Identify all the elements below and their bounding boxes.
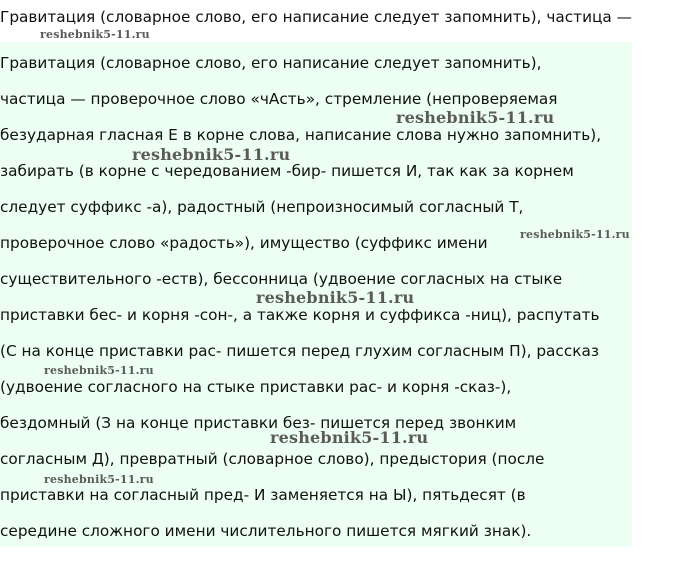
watermark: reshebnik5-11.ru bbox=[270, 428, 429, 447]
answer-line: частица — проверочное слово «чАсть», стремление (непроверяемая bbox=[0, 90, 558, 108]
answer-line: проверочное слово «радость»), имущество (суффикс имени bbox=[0, 234, 488, 252]
watermark: reshebnik5-11.ru bbox=[40, 28, 150, 41]
watermark: reshebnik5-11.ru bbox=[132, 145, 291, 164]
answer-line: приставки на согласный пред- И заменяется на Ы), пятьдесят (в bbox=[0, 486, 526, 504]
watermark: reshebnik5-11.ru bbox=[44, 364, 154, 377]
answer-line: забирать (в корне с чередованием -бир- пишется И, так как за корнем bbox=[0, 162, 574, 180]
answer-line: безударная гласная Е в корне слова, написание слова нужно запомнить), bbox=[0, 126, 602, 144]
watermark: reshebnik5-11.ru bbox=[256, 288, 415, 307]
watermark: reshebnik5-11.ru bbox=[396, 108, 555, 127]
answer-line: бездомный (З на конце приставки без- пишется перед звонким bbox=[0, 414, 517, 432]
answer-line: (удвоение согласного на стыке приставки рас- и корня -сказ-), bbox=[0, 378, 512, 396]
answer-line: Гравитация (словарное слово, его написание следует запомнить), bbox=[0, 54, 542, 72]
answer-line: приставки бес- и корня -сон-, а также корня и суффикса -ниц), распутать bbox=[0, 306, 600, 324]
watermark: reshebnik5-11.ru bbox=[520, 228, 630, 241]
intro-line: Гравитация (словарное слово, его написание следует запомнить), частица — bbox=[0, 8, 632, 26]
answer-line: середине сложного имени числительного пишется мягкий знак). bbox=[0, 522, 532, 540]
answer-line: (С на конце приставки рас- пишется перед глухим согласным П), рассказ bbox=[0, 342, 599, 360]
answer-line: согласным Д), превратный (словарное слово), предыстория (после bbox=[0, 450, 545, 468]
answer-line: следует суффикс -а), радостный (непроизносимый согласный Т, bbox=[0, 198, 524, 216]
watermark: reshebnik5-11.ru bbox=[44, 473, 154, 486]
answer-line: существительного -еств), бессонница (удвоение согласных на стыке bbox=[0, 270, 563, 288]
